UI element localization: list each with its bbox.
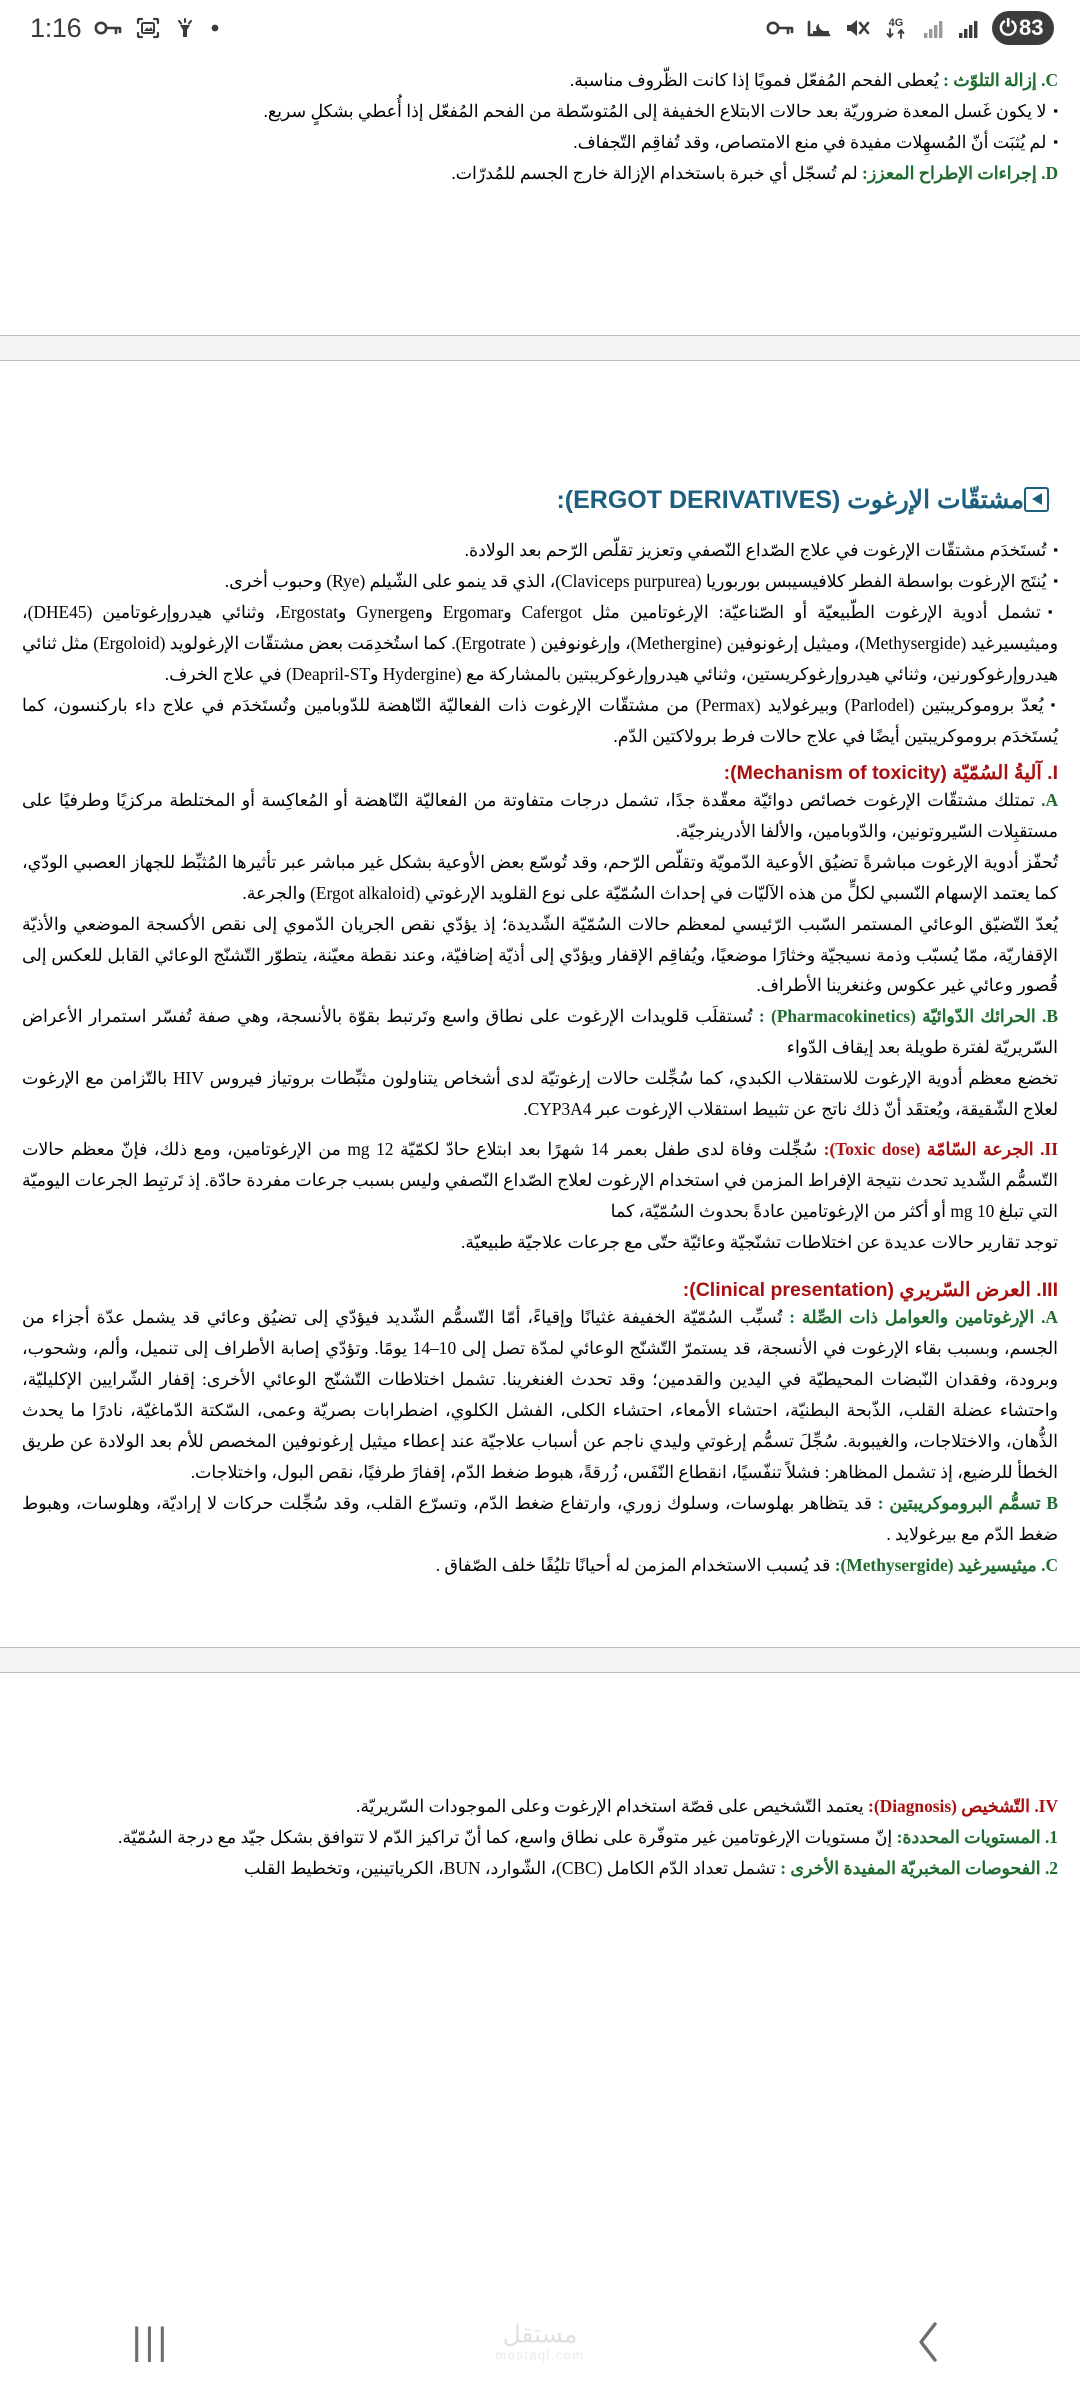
paragraph-clinical-c: C. ميثيسيرغيد (Methysergide): قد يُسبب الاستخدام المزمن له أحيانًا تليُفًا خلف الصّفاق .	[435, 1554, 1058, 1575]
status-bar-left	[30, 13, 221, 44]
page-separator	[0, 335, 1080, 361]
flashlight-icon	[174, 16, 196, 40]
status-bar-right	[766, 11, 1054, 45]
bullet-drug-list: ▪ تشمل أدوية الإرغوت الطّبيعيّة أو الصّناعيّة: الإرغوتامين مثل Cafergot وErgomar وGynergen وErgostat، وثنائي هيدروإرغوتامين (DHE45)، وميثيسيرغيد (Methysergide)، وميثيل إرغونوفين (Methergine)، وإرغونوفين ( Ergotrate). كما استُخدِمَت بعض مشتقّات الإرغولويد (Ergoloid) مثل ثنائي هيدروإرغوكورنين، وثنائي هيدروإرغوكريستين، وثنائي هيدروإرغوكريبتين بالمشاركة مع (Hydergine وDeapril-ST) في علاج الخرف.	[22, 597, 1058, 690]
paragraph-pharmacokinetics: B. الحرائك الدّوائيّة (Pharmacokinetics) : تُستقلَب قلويدات الإرغوت على نطاق واسع وتَرتبط بقوّة بالأنسجة، وهي صفة تُفسّر استمرار الأعراض السّريريّة لفترة طويلة بعد إيقاف الدّواء	[22, 1006, 1058, 1058]
key-icon	[766, 18, 794, 38]
label-enhanced-elimination: D. إجراءات الإطراح المعزز:	[862, 162, 1058, 183]
bed-icon	[805, 17, 833, 39]
watermark-text: mostaql.com	[495, 2347, 585, 2363]
signal-sim2-icon	[957, 17, 981, 39]
label-toxic-dose: II. الجرعة السّامّة (Toxic dose):	[823, 1139, 1058, 1160]
mute-icon	[844, 17, 870, 39]
bullet-source: ▪ يُنتَج الإرغوت بواسطة الفطر كلافيسيبس بوربوريا (Claviceps purpurea)، الذي قد ينمو على الشّيلم (Rye) وحبوب أخرى.	[22, 566, 1058, 597]
watermark	[495, 2321, 584, 2362]
page-separator-bottom	[0, 1647, 1080, 1673]
paragraph-hepatic-metabolism: تخضع معظم أدوية الإرغوت للاستقلاب الكبدي، كما سُجِّلت حالات إرغوتيّة لدى أشخاص يتناولون مثبِّطات بروتياز فيروس HIV بالتّزامن مع الإرغوت لعلاج الشّقيقة، ويُعتقَد أنّ ذلك ناتج عن تثبيط استقلاب الإرغوت عبر CYP3A4.	[22, 1068, 1058, 1120]
back-chevron-icon	[909, 2316, 949, 2368]
dot-icon	[209, 22, 221, 34]
paragraph-enhanced-elimination: D. إجراءات الإطراح المعزز: لم تُسجّل أي خبرة باستخدام الإزالة خارج الجسم للمُدرّات.	[451, 162, 1058, 183]
document-scroll-area[interactable]	[0, 56, 1080, 2284]
heading-mechanism-of-toxicity: I. آليةُ السُمّيّة (Mechanism of toxicity):	[723, 761, 1058, 784]
status-bar	[0, 0, 1080, 56]
recents-button[interactable]	[118, 2309, 184, 2375]
bullet-uses: ▪ تُستَخدَم مشتقّات الإرغوت في علاج الصّداع النّصفي وتعزيز تقلّص الرّحم بعد الولادة.	[22, 535, 1058, 566]
status-clock: 1:16	[30, 12, 82, 43]
battery-level: 83	[1018, 15, 1044, 40]
label-decontamination: C. إزالة التلوّث :	[943, 70, 1058, 90]
paragraph-toxic-dose: II. الجرعة السّامّة (Toxic dose): سُجِّلت وفاة لدى طفل بعمر 14 شهرًا بعد ابتلاع حادّ لكمّيّة 12 mg من الإرغوتامين، ومع ذلك، فإنّ معظم حالات التّسمُّم الشّديد تحدث نتيجة الإفراط المزمن في استخدام الإرغوت لعلاج الصّداع النّصفي وليس بسبب جرعات مفردة حادّة. إذ تَرتبِط الجرعات اليوميّة التي تبلغ 10 mg أو أكثر من الإرغوتامين عادةً بحدوث السُمّيّة، كما	[22, 1139, 1058, 1222]
key-icon	[94, 18, 122, 38]
text-decontamination: يُعطى الفحم المُفعّل فمويًا إذا كانت الظّروف مناسبة.	[569, 70, 944, 90]
recents-icon: |||	[131, 2320, 171, 2363]
page-title-text: مشتقّات الإرغوت (ERGOT DERIVATIVES):	[556, 485, 1024, 514]
label-diagnosis: IV. التّشخيص (Diagnosis):	[868, 1795, 1058, 1816]
paragraph-diagnosis: IV. التّشخيص (Diagnosis): يعتمد التّشخيص على قصّة استخدام الإرغوت وعلى الموجودات السّريريّة.	[355, 1795, 1058, 1816]
paragraph-clinical-b: B تسمُّم البروموكريبتين : قد يتظاهر بهلوسات، وسلوك زوري، وارتفاع ضغط الدّم، وتسرّع القلب، وقد سُجِّلت حركات لا إراديّة، وهلوسات، وهبوط ضغط الدّم مع بيرغولايد .	[22, 1493, 1059, 1544]
paragraph-other-lab-tests: 2. الفحوصات المخبريّة المفيدة الأخرى : تشمل تعداد الدّم الكامل (CBC)، الشّوارد، BUN، الكرياتينين، وتخطيط القلب	[243, 1857, 1058, 1878]
heading-clinical-presentation: III. العرض السّريري (Clinical presentation):	[682, 1279, 1058, 1302]
paragraph-decontamination	[22, 65, 1058, 96]
paragraph-toxic-dose-reports: توجد تقارير حالات عديدة عن اختلاطات تشنّجيّة وعائيّة حتّى مع جرعات علاجيّة طبيعيّة.	[461, 1232, 1058, 1253]
document-page-next	[0, 1673, 1080, 1884]
battery-indicator	[992, 11, 1054, 45]
play-icon	[1024, 487, 1049, 512]
back-button[interactable]	[896, 2309, 962, 2375]
paragraph-clinical-a: A. الإرغوتامين والعوامل ذات الصِّلة : تُسبِّب السُمّيّة الخفيفة غثيانًا وإقياءً، أمّا التّسمُّم الشّديد فيؤدّي إلى تضيُق وعائي قد يشمل عدّة أجزاء من الجسم، وبسبب بقاء الإرغوت في الأنسجة، قد يستمرّ التّشنّج الوعائي لمدّة تصل إلى 10–14 يومًا. وتؤدّي إصابة الأطراف إلى تنميل، وألم، وشحوب، وبرودة، وفقدان النّبضات المحيطيّة في اليدين والقدمين؛ وقد تحدث الغنغرينا. تشمل اختلاطات التّشنّج الوعائي الأخرى: إقفار الشّرايين الإكليليّة، واحتشاء عضلة القلب، الذّبحة البطنيّة، احتشاء الأمعاء، احتشاء الكلى، الفشل الكلوي، اضطرابات بصريّة وعمى، السّكتة الدّماغيّة، نادرًا ما يحدث الذُّهان، والاختلاجات، والغيبوبة. سُجِّلَ تسمُّم إرغوتي وليدي ناجم عن أسباب علاجيّة عند إعطاء ميثيل إرغونوفين المخصص للأم بعد الولادة عن طريق الخطأ للرضيع، إذ تشمل المظاهر: فشلاً تنفّسيًا، انقطاع النّفَس، زُرقةً، هبوط ضغط الدّم، إقفارً طرفيًا، نقص البول، واختلاجات.	[22, 1307, 1058, 1483]
watermark-logo: مستقل	[502, 2319, 578, 2349]
screenshot-icon	[135, 16, 161, 40]
paragraph-mechanism-ischemia: يُعدّ التّضيّق الوعائي المستمر السّبب الرّئيسي لمعظم حالات السُمّيّة الشّديدة؛ إذ يؤدّي نقص الجريان الدّموي إلى نقص الأكسجة الموضعي والأذيّة الإقفاريّة، ممّا يُسبّب وذمة نسيجيّة وخثارًا موضعيًا، ويُفاقِم الإقفار ويؤدّي إلى أذيّة إضافيّة، وعند نقطة معيّنة، يتطوّر التّشنّج الوعائي القابل للعكس إلى قُصور وعائي غير عكوس وغنغرينا الأطراف.	[22, 913, 1058, 996]
page-title	[22, 485, 1058, 515]
svg-text:4G: 4G	[888, 17, 904, 29]
bullet-gastric-lavage: ▪ لا يكون غَسل المعدة ضروريّة بعد حالات الابتلاع الخفيفة إلى المُتوسّطة من الفحم المُفعّل إذا أُعطي بشكلٍ سريع.	[22, 96, 1058, 127]
document-page-current	[0, 361, 1080, 1581]
android-navigation-bar	[0, 2284, 1080, 2400]
paragraph-mechanism-a: A. تمتلك مشتقّات الإرغوت خصائص دوائيّة معقّدة جدًا، تشمل درجات متفاوتة من الفعاليّة النّاهضة أو المُعاكِسة أو المختلطة مركزيًا وطرفيًا على مستقبِلات السّيروتونين، والدّوبامين، والألفا الأدرينرجيّة.	[22, 789, 1058, 841]
battery-glyph: ⏻	[999, 15, 1017, 40]
signal-sim1-icon	[922, 17, 946, 39]
bullet-cathartics: ▪ لم يُثبَت أنّ المُسهِلات مفيدة في منع الامتصاص، وقد تُفاقِم التّجفاف.	[22, 127, 1058, 158]
bullet-dopamine-agonists: ▪ يُعدّ بروموكريبتين (Parlodel) وبيرغولايد (Permax) من مشتقّات الإرغوت ذات الفعاليّة النّاهضة للدّوبامين وتُستَخدَم في علاج داء باركنسون، كما يُستَخدَم بروموكريبتين أيضًا في علاج حالات فرط برولاكتين الدّم.	[22, 690, 1058, 752]
document-page-previous	[0, 56, 1080, 189]
4g-data-icon	[881, 15, 911, 41]
paragraph-specific-levels: 1. المستويات المحددة: إنّ مستويات الإرغوتامين غير متوفّرة على نطاق واسع، كما أنّ تراكيز الدّم لا تتوافق بشكل جيّد مع درجة السُمّيّة.	[118, 1826, 1058, 1847]
paragraph-mechanism-vasoconstriction: تُحفّز أدوية الإرغوت مباشرةً تضيُق الأوعية الدّمويّة وتقلّص الرّحم، وقد تُوسّع بعض الأوعية بشكل غير مباشر عبر تأثيرها المُثبِّط للجهاز العصبي الودّي، كما يعتمد الإسهام النّسبي لكلٍّ من هذه الآليّات في إحداث السُمّيّة على نوع القلويد الإرغوتي (Ergot alkaloid) والجرعة.	[22, 851, 1058, 903]
